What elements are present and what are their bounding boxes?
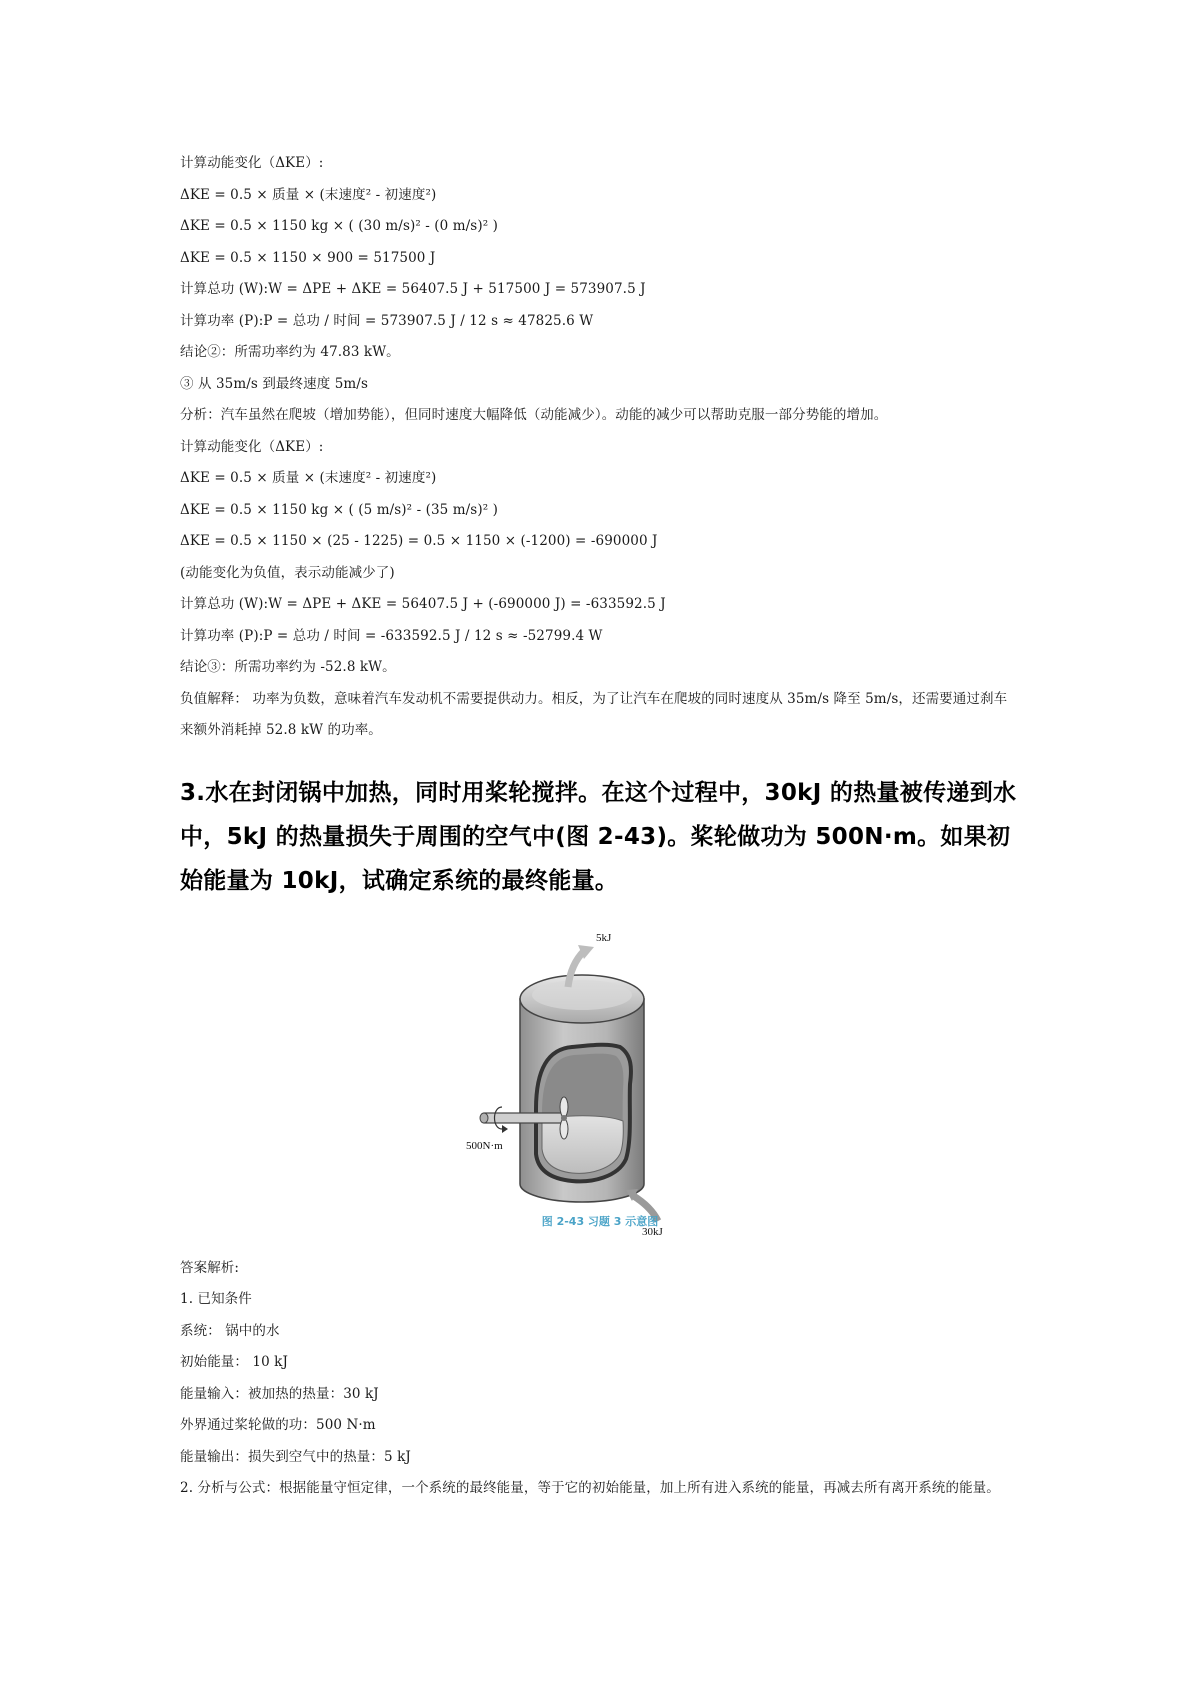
part2-solution	[180, 148, 1020, 747]
text-line: 结论③：所需功率约为 -52.8 kW。	[180, 659, 396, 675]
text-line: ΔKE = 0.5 × 质量 × (末速度² - 初速度²)	[180, 470, 437, 486]
answer-section	[180, 1253, 1020, 1505]
text-line: 计算动能变化（ΔKE）:	[180, 438, 324, 455]
text-line: ③ 从 35m/s 到最终速度 5m/s	[180, 375, 368, 392]
text-line: 计算总功 (W):W = ΔPE + ΔKE = 56407.5 J + 517500 J = 573907.5 J	[180, 281, 646, 297]
text-line: 外界通过桨轮做的功：500 N·m	[180, 1417, 376, 1433]
problem-3-heading: 3.水在封闭锅中加热，同时用桨轮搅拌。在这个过程中，30kJ 的热量被传递到水中，5kJ 的热量损失于周围的空气中(图 2-43)。桨轮做功为 500N·m。如果初始能量为 10kJ，试确定系统的最终能量。	[180, 779, 1017, 894]
text-line: ΔKE = 0.5 × 1150 kg × ( (30 m/s)² - (0 m/s)² )	[180, 218, 498, 234]
text-line: 分析：汽车虽然在爬坡（增加势能），但同时速度大幅降低（动能减少）。动能的减少可以帮助克服一部分势能的增加。	[180, 407, 888, 423]
text-line: ΔKE = 0.5 × 1150 × 900 = 517500 J	[180, 249, 436, 266]
figure-2-43	[180, 909, 1020, 1239]
text-line: 计算动能变化（ΔKE）:	[180, 155, 324, 171]
text-line: 计算功率 (P):P = 总功 / 时间 = 573907.5 J / 12 s ≈ 47825.6 W	[180, 312, 594, 329]
label-heat-in: 30kJ	[642, 1225, 663, 1238]
figure-caption: 图 2-43 习题 3 示意图	[541, 1214, 659, 1228]
analysis-paragraph: 2. 分析与公式：根据能量守恒定律，一个系统的最终能量，等于它的初始能量，加上所有进入系统的能量，再减去所有离开系统的能量。	[180, 1480, 1000, 1496]
text-line: 计算总功 (W):W = ΔPE + ΔKE = 56407.5 J + (-690000 J) = -633592.5 J	[180, 596, 666, 612]
negative-value-note: 负值解释： 功率为负数，意味着汽车发动机不需要提供动力。相反，为了让汽车在爬坡的同时速度从 35m/s 降至 5m/s，还需要通过刹车来额外消耗掉 52.8 kW 的功率。	[180, 690, 1008, 738]
document-page	[180, 148, 1020, 1505]
text-line: 系统： 锅中的水	[180, 1322, 280, 1339]
text-line: ΔKE = 0.5 × 1150 kg × ( (5 m/s)² - (35 m/s)² )	[180, 501, 498, 518]
text-line: (动能变化为负值，表示动能减少了)	[180, 564, 395, 581]
text-line: ΔKE = 0.5 × 质量 × (末速度² - 初速度²)	[180, 186, 437, 203]
text-line: 能量输出：损失到空气中的热量：5 kJ	[180, 1448, 411, 1465]
paddle-wheel	[560, 1097, 568, 1139]
text-line: 能量输入：被加热的热量：30 kJ	[180, 1385, 379, 1402]
label-work: 500N·m	[466, 1139, 503, 1152]
text-line: 答案解析:	[180, 1259, 240, 1276]
label-heat-out: 5kJ	[596, 931, 612, 944]
text-line: 初始能量： 10 kJ	[180, 1354, 288, 1370]
text-line: 结论②：所需功率约为 47.83 kW。	[180, 344, 400, 360]
text-line: 1. 已知条件	[180, 1291, 252, 1307]
text-line: ΔKE = 0.5 × 1150 × (25 - 1225) = 0.5 × 1150 × (-1200) = -690000 J	[180, 533, 658, 549]
text-line: 计算功率 (P):P = 总功 / 时间 = -633592.5 J / 12 s ≈ -52799.4 W	[180, 627, 603, 644]
paddle-shaft	[484, 1113, 562, 1123]
tank-diagram	[180, 909, 1020, 1239]
